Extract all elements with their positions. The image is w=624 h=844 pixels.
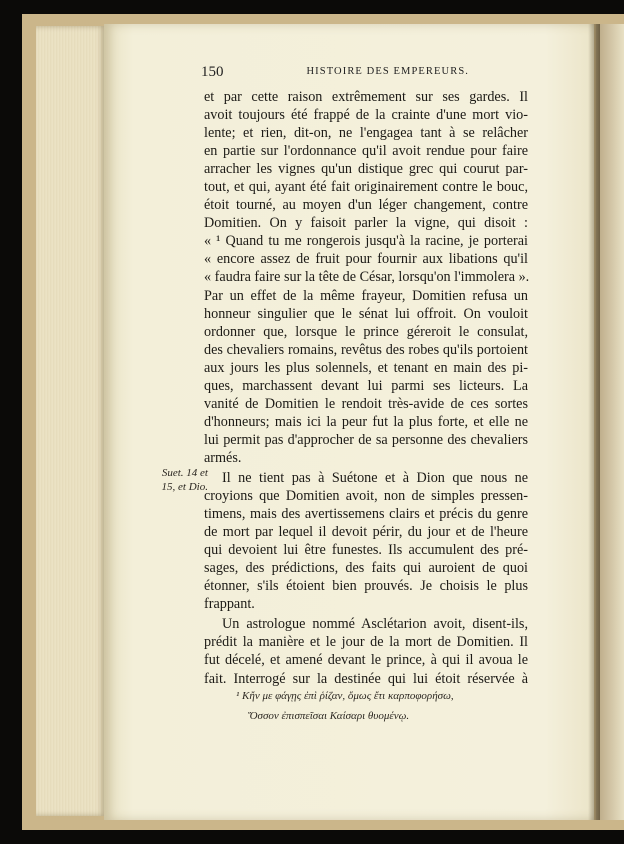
facing-page-edge: [596, 24, 624, 820]
text-line: timens, mais des avertissemens clairs et précis du genre: [204, 506, 528, 523]
text-line: « encore assez de fruit pour fournir aux libations qu'il: [204, 251, 528, 268]
paragraph-1: [204, 88, 528, 467]
text-line: sages, des prédictions, des faits qui auroient de quoi: [204, 560, 528, 577]
main-text: [204, 88, 528, 688]
text-line: étonner, s'ils étoient bien prouvés. Je choisis le plus: [204, 578, 528, 595]
running-title: HISTOIRE DES EMPEREURS.: [306, 66, 469, 77]
footnote-line: Ὅσσον ἐπισπεῖσαι Καίσαρι θυομένῳ.: [248, 710, 410, 722]
footnote-line: ¹ Κἤν με φάγῃς ἐπὶ ῥίζαν, ὅμως ἔτι καρποφορήσω,: [236, 690, 454, 702]
text-line: aux jours les plus solennels, et tenant en main des pi-: [204, 359, 528, 376]
text-line: avoit toujours été frappé de la crainte d'une mort vio-: [204, 107, 528, 124]
text-line: et par cette raison extrêmement sur ses gardes. Il: [204, 89, 528, 105]
text-line: de mort par lequel il devoit périr, du jour et de l'heure: [204, 524, 528, 541]
page-number: 150: [201, 64, 224, 80]
text-line: lui permit pas d'approcher de sa personne des chevaliers: [204, 431, 528, 448]
text-line: ques, marchassent devant lui parmi ses licteurs. La: [204, 377, 528, 394]
text-line: prédit la manière et le jour de la mort de Domitien. Il: [204, 634, 528, 651]
text-line: Il ne tient pas à Suétone et à Dion que nous ne: [222, 469, 528, 486]
running-head: [201, 64, 469, 82]
text-line: arracher les vignes qu'un distique grec qui courut par-: [204, 161, 528, 178]
gutter-shadow: [588, 24, 600, 820]
text-line: qui devoient lui être funestes. Ils accumulent des pré-: [204, 542, 528, 559]
text-line: « ¹ Quand tu me rongerois jusqu'à la racine, je porterai: [204, 233, 528, 250]
text-line: vanité de Domitien le rendoit très-avide de ces sortes: [204, 395, 528, 412]
text-line: Un astrologue nommé Asclétarion avoit, disent-ils,: [222, 616, 528, 633]
page-edge-stack: [36, 26, 106, 816]
paragraph-2: [204, 469, 528, 613]
text-line: tout, et qui, ayant été fait originairement contre le bouc,: [204, 179, 528, 196]
text-line: étoit tourné, au moyen d'un léger changement, contre: [204, 197, 528, 214]
footnote: [236, 686, 536, 726]
marginal-note: [138, 466, 208, 494]
text-line: « faudra faire sur la tête de César, lorsqu'on l'immolera ».: [204, 269, 530, 286]
text-line: lente; et rien, dit-on, ne l'engagea tant à se relâcher: [204, 125, 528, 142]
text-line: fait. Interrogé sur la destinée qui lui étoit réservée à: [204, 670, 528, 687]
text-line: honneur singulier que le sénat lui offroit. On vouloit: [204, 305, 528, 322]
marginal-note-line: Suet. 14 et: [161, 467, 208, 479]
paragraph-3: [204, 615, 528, 687]
text-line: Par un effet de la même frayeur, Domitien refusa un: [204, 287, 528, 304]
text-line: frappant.: [204, 596, 255, 613]
text-line: croyions que Domitien avoit, non de simples pressen-: [204, 488, 528, 505]
text-line: armés.: [204, 449, 242, 466]
text-line: ordonner que, lorsque le prince géreroit le consulat,: [204, 323, 528, 340]
text-line: fut décelé, et amené devant le prince, à qui il avoua le: [204, 652, 528, 669]
marginal-note-line: 15, et Dio.: [161, 481, 208, 493]
text-line: d'honneurs; mais ici la peur fut la plus forte, et elle ne: [204, 413, 528, 430]
text-line: des chevaliers romains, revêtus des robes qu'ils portoient: [204, 341, 528, 358]
text-line: en partie sur l'ordonnance qu'il avoit rendue pour faire: [204, 143, 528, 160]
text-line: Domitien. On y faisoit parler la vigne, qui disoit :: [204, 215, 528, 232]
